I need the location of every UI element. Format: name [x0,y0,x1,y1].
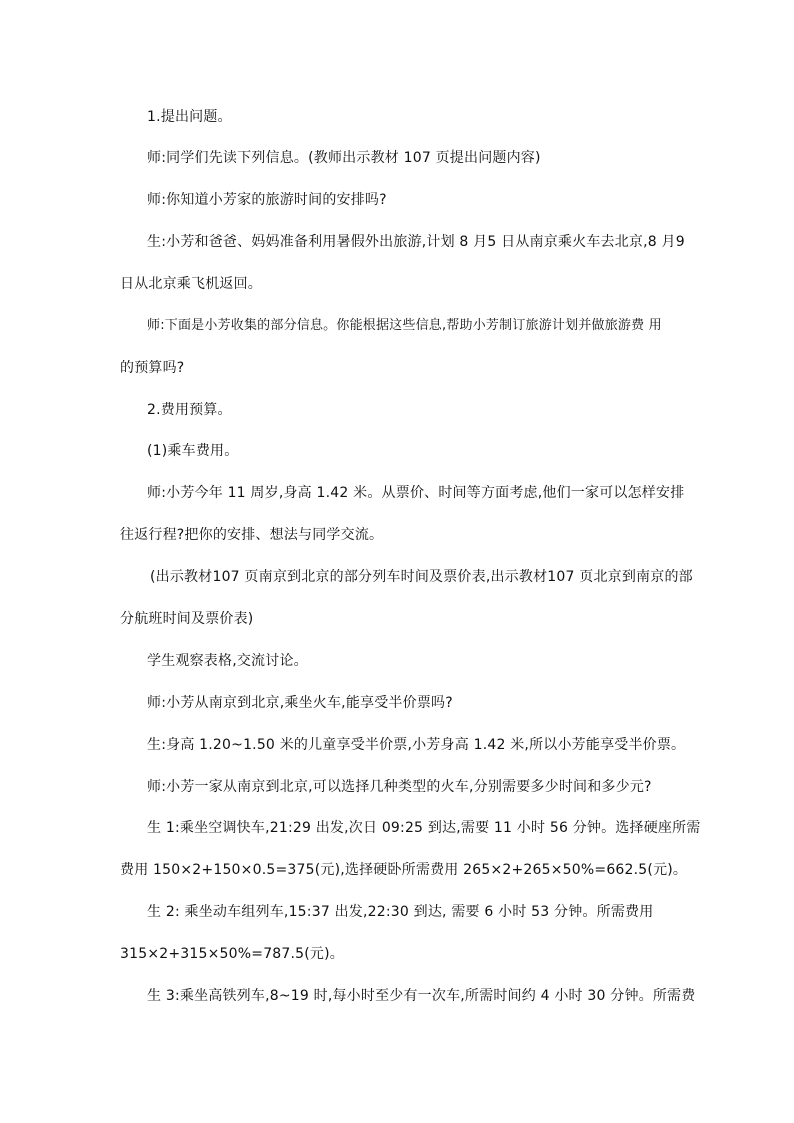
section-heading-2: 2.费用预算。 [147,402,232,418]
paragraph-line: 日从北京乘飞机返回。 [120,276,262,292]
paragraph-line: 生:小芳和爸爸、妈妈准备利用暑假外出旅游,计划 8 月5 日从南京乘火车去北京,8 月9 [147,234,685,250]
paragraph-line: 生:身高 1.20~1.50 米的儿童享受半价票,小芳身高 1.42 米,所以小芳能享受半价票。 [147,737,686,753]
paragraph-line: 师:同学们先读下列信息。(教师出示教材 107 页提出问题内容) [147,150,541,166]
paragraph-line: 生 2: 乘坐动车组列车,15:37 出发,22:30 到达, 需要 6 小时 53 分钟。所需费用 [147,904,654,920]
subsection-heading: (1)乘车费用。 [147,443,239,459]
section-heading-1: 1.提出问题。 [147,109,232,125]
paragraph-line: 师:小芳一家从南京到北京,可以选择几种类型的火车,分别需要多少时间和多少元? [147,779,652,795]
paragraph-line: 的预算吗? [120,360,185,376]
paragraph-line: 师:小芳今年 11 周岁,身高 1.42 米。从票价、时间等方面考虑,他们一家可以怎样安排 [147,485,685,501]
paragraph-line: 学生观察表格,交流讨论。 [147,653,308,669]
paragraph-line: 往返行程?把你的安排、想法与同学交流。 [120,527,384,543]
paragraph-line: 生 3:乘坐高铁列车,8~19 时,每小时至少有一次车,所需时间约 4 小时 30 分钟。所需费 [147,988,696,1004]
paragraph-line: 315×2+315×50%=787.5(元)。 [120,946,344,962]
paragraph-line: 师:下面是小芳收集的部分信息。你能根据这些信息,帮助小芳制订旅游计划并做旅游费 用 [147,318,662,333]
paragraph-line: 师:你知道小芳家的旅游时间的安排吗? [147,192,387,208]
paragraph-line: 生 1:乘坐空调快车,21:29 出发,次日 09:25 到达,需要 11 小时 56 分钟。选择硬座所需 [147,820,701,836]
paragraph-line: 分航班时间及票价表) [120,611,254,627]
paragraph-line: 师:小芳从南京到北京,乘坐火车,能享受半价票吗? [147,695,453,711]
paragraph-line: 费用 150×2+150×0.5=375(元),选择硬卧所需费用 265×2+265×50%=662.5(元)。 [120,862,688,878]
paragraph-line: (出示教材107 页南京到北京的部分列车时间及票价表,出示教材107 页北京到南京的部 [150,569,693,585]
